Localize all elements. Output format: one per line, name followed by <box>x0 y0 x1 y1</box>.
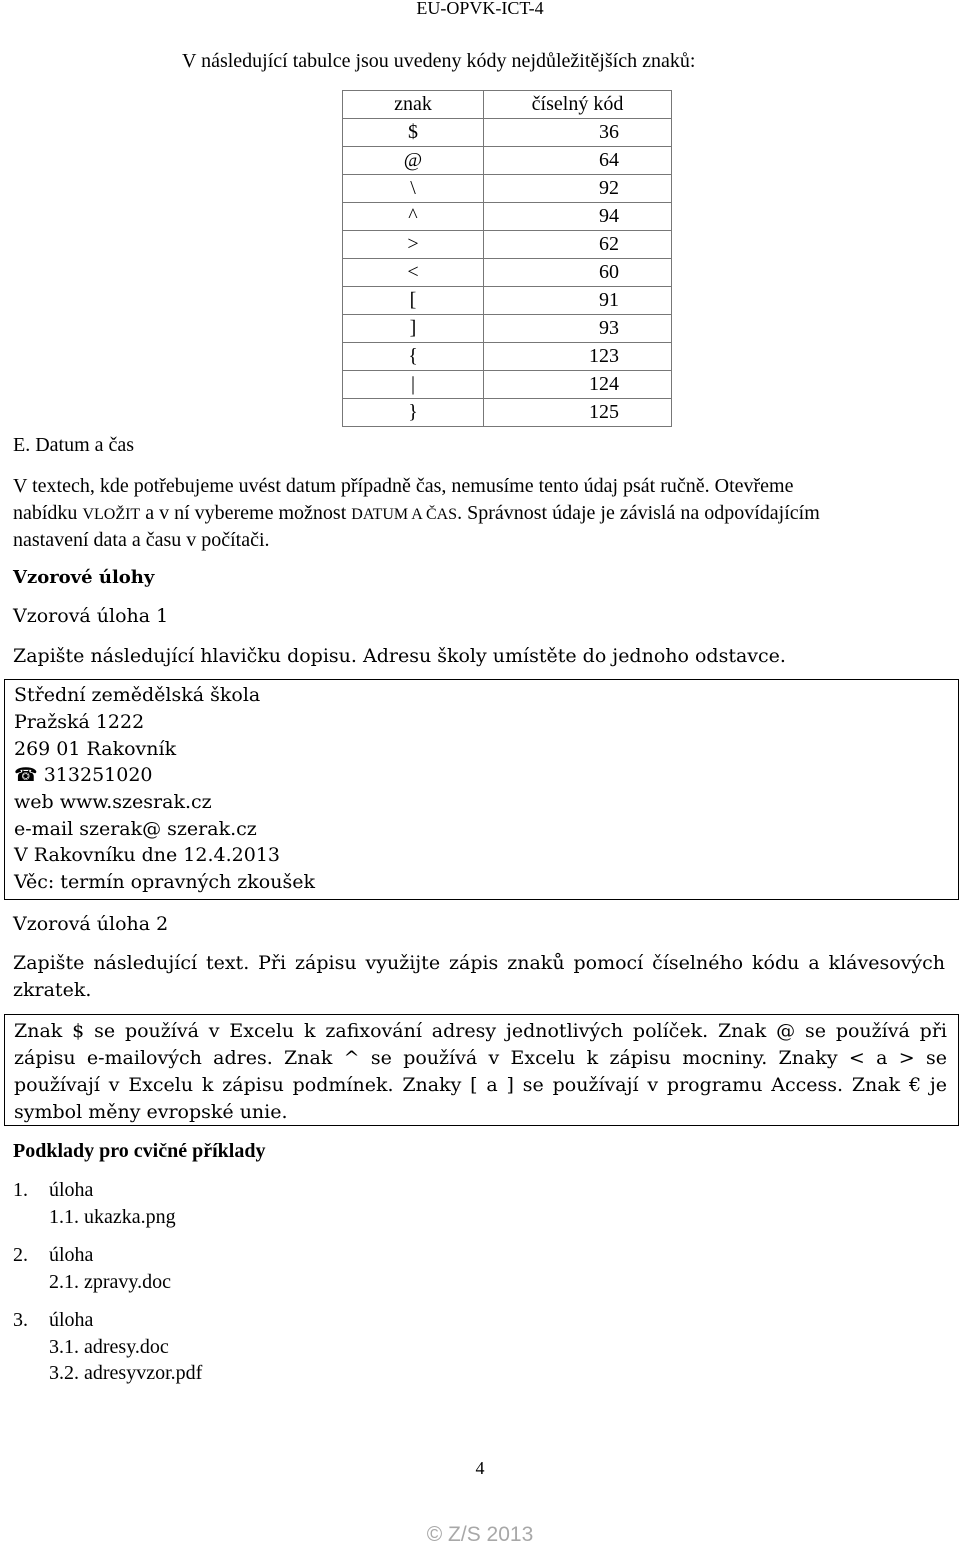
char-cell: } <box>343 399 484 427</box>
resource-file <box>49 1362 202 1385</box>
table-row <box>343 203 672 231</box>
city-address: 269 01 Rakovník <box>14 738 177 760</box>
table-row <box>343 119 672 147</box>
char-cell: > <box>343 231 484 259</box>
file-name: adresyvzor.pdf <box>84 1362 203 1384</box>
task1-title: Vzorová úloha 1 <box>13 605 169 627</box>
resource-file <box>49 1271 171 1294</box>
web-line: web www.szesrak.cz <box>14 791 212 813</box>
table-row <box>343 147 672 175</box>
resource-item <box>13 1179 94 1202</box>
email-line: e-mail szerak@ szerak.cz <box>14 818 257 840</box>
subject-line: Věc: termín opravných zkoušek <box>14 871 315 893</box>
task2-text-box <box>4 1014 959 1126</box>
section-e-paragraph-line <box>13 502 820 525</box>
file-number: 2.1. <box>49 1271 79 1293</box>
street-address: Pražská 1222 <box>14 711 145 733</box>
code-cell: 91 <box>484 287 672 315</box>
char-cell: { <box>343 343 484 371</box>
file-number: 3.2. <box>49 1362 79 1384</box>
char-cell: | <box>343 371 484 399</box>
resource-file <box>49 1336 169 1359</box>
text-run: nabídku <box>13 502 83 524</box>
table-row <box>343 175 672 203</box>
character-code-table <box>342 90 672 427</box>
phone-line <box>14 764 153 786</box>
task2-title: Vzorová úloha 2 <box>13 913 169 935</box>
table-row <box>343 343 672 371</box>
file-name: ukazka.png <box>84 1206 176 1228</box>
resource-file <box>49 1206 176 1229</box>
menu-name-datum-a-cas: DATUM A ČAS <box>351 506 458 523</box>
table-header-row <box>343 91 672 119</box>
column-header-char: znak <box>343 91 484 119</box>
char-cell: ^ <box>343 203 484 231</box>
resource-item <box>13 1244 94 1267</box>
task1-instruction: Zapište následující hlavičku dopisu. Adresu školy umístěte do jednoho odstavce. <box>13 645 786 667</box>
code-cell: 125 <box>484 399 672 427</box>
section-heading-datum-cas: E. Datum a čas <box>13 434 135 456</box>
date-line: V Rakovníku dne 12.4.2013 <box>14 844 280 866</box>
file-name: adresy.doc <box>84 1336 169 1358</box>
table-row <box>343 371 672 399</box>
file-number: 1.1. <box>49 1206 79 1228</box>
table-row <box>343 399 672 427</box>
resource-item <box>13 1309 94 1332</box>
code-cell: 62 <box>484 231 672 259</box>
code-cell: 94 <box>484 203 672 231</box>
code-cell: 93 <box>484 315 672 343</box>
code-cell: 92 <box>484 175 672 203</box>
samples-heading: Vzorové úlohy <box>13 567 155 588</box>
char-cell: @ <box>343 147 484 175</box>
document-header: EU-OPVK-ICT-4 <box>416 0 544 18</box>
char-cell: [ <box>343 287 484 315</box>
task1-letter-header-box <box>4 679 959 900</box>
resource-label: úloha <box>49 1179 94 1201</box>
table-row <box>343 315 672 343</box>
page-number: 4 <box>475 1458 485 1478</box>
menu-name-vlozit: VLOŽIT <box>82 506 141 523</box>
code-cell: 123 <box>484 343 672 371</box>
resource-number: 1. <box>13 1179 28 1201</box>
char-cell: \ <box>343 175 484 203</box>
task2-instruction: Zapište následující text. Při zápisu využijte zápis znaků pomocí číselného kódu a klávesových zkratek. <box>13 952 945 1001</box>
resource-label: úloha <box>49 1244 94 1266</box>
code-cell: 60 <box>484 259 672 287</box>
char-cell: $ <box>343 119 484 147</box>
resource-number: 2. <box>13 1244 28 1266</box>
task2-box-text: Znak $ se používá v Excelu k zafixování adresy jednotlivých políček. Znak @ se používá při zápisu e-mailových adres. Znak ^ se používá v Excelu k zápisu mocniny. Znaky < a > se používají v Excelu k zápisu podmínek. Znaky [ a ] se používají v programu Access. Znak € je symbol měny evropské unie. <box>14 1020 947 1123</box>
code-cell: 64 <box>484 147 672 175</box>
file-name: zpravy.doc <box>84 1271 171 1293</box>
char-cell: < <box>343 259 484 287</box>
footer-copyright: © Z/S 2013 <box>426 1523 534 1546</box>
section-e-paragraph-line: V textech, kde potřebujeme uvést datum případně čas, nemusíme tento údaj psát ručně. Otevřeme <box>13 475 794 497</box>
section-e-paragraph-line: nastavení data a času v počítači. <box>13 529 270 551</box>
code-cell: 124 <box>484 371 672 399</box>
char-cell: ] <box>343 315 484 343</box>
code-cell: 36 <box>484 119 672 147</box>
table-row <box>343 287 672 315</box>
table-row <box>343 231 672 259</box>
file-number: 3.1. <box>49 1336 79 1358</box>
phone-number: 313251020 <box>43 764 153 786</box>
resources-heading: Podklady pro cvičné příklady <box>13 1140 266 1162</box>
resource-number: 3. <box>13 1309 28 1331</box>
school-name: Střední zemědělská škola <box>14 684 261 706</box>
table-intro: V následující tabulce jsou uvedeny kódy nejdůležitějších znaků: <box>182 50 696 72</box>
text-run: . Správnost údaje je závislá na odpovídajícím <box>457 502 820 524</box>
telephone-icon: ☎ <box>14 764 38 786</box>
resource-label: úloha <box>49 1309 94 1331</box>
column-header-code: číselný kód <box>484 91 672 119</box>
text-run: a v ní vybereme možnost <box>140 502 352 524</box>
table-row <box>343 259 672 287</box>
